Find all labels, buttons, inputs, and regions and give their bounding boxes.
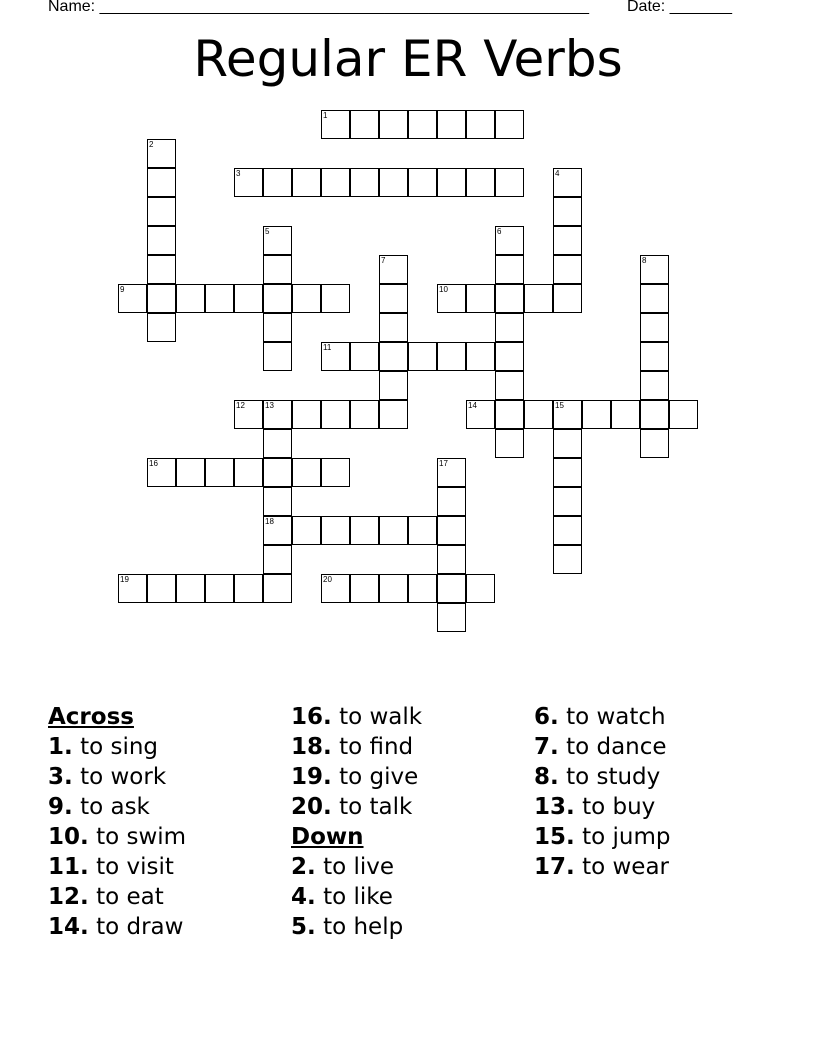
crossword-cell[interactable] (292, 284, 321, 313)
crossword-cell[interactable] (640, 284, 669, 313)
crossword-cell[interactable] (495, 429, 524, 458)
crossword-cell[interactable] (553, 545, 582, 574)
crossword-cell[interactable] (553, 487, 582, 516)
crossword-cell[interactable] (669, 400, 698, 429)
crossword-cell[interactable] (147, 226, 176, 255)
crossword-cell[interactable] (408, 342, 437, 371)
crossword-cell[interactable] (379, 255, 408, 284)
crossword-cell[interactable] (147, 197, 176, 226)
crossword-cell[interactable] (292, 516, 321, 545)
crossword-cell[interactable] (437, 284, 466, 313)
name-field-line[interactable]: Name: _______________________________________________________ (48, 0, 589, 15)
crossword-cell[interactable] (437, 110, 466, 139)
clue-text: to dance (566, 734, 667, 760)
crossword-cell[interactable] (263, 545, 292, 574)
cell-number: 7 (381, 256, 386, 265)
clue-number: 1 (48, 734, 65, 760)
crossword-cell[interactable] (379, 516, 408, 545)
clue-text: to find (339, 734, 414, 760)
crossword-cell[interactable] (553, 197, 582, 226)
clue-text: to walk (339, 704, 423, 730)
clue-number: 13 (534, 794, 567, 820)
crossword-cell[interactable] (321, 168, 350, 197)
crossword-cell[interactable] (321, 458, 350, 487)
crossword-cell[interactable] (495, 313, 524, 342)
cell-number: 19 (120, 575, 129, 584)
clue-down-7: 7. to dance (534, 734, 667, 760)
clue-text: to work (80, 764, 167, 790)
cell-number: 15 (555, 401, 564, 410)
clue-text: to eat (96, 884, 164, 910)
clue-number: 7 (534, 734, 551, 760)
crossword-cell[interactable] (379, 313, 408, 342)
clue-text: to sing (80, 734, 159, 760)
crossword-cell[interactable] (379, 168, 408, 197)
crossword-cell[interactable] (321, 342, 350, 371)
crossword-cell[interactable] (553, 516, 582, 545)
crossword-cell[interactable] (379, 400, 408, 429)
crossword-cell[interactable] (495, 342, 524, 371)
clue-number: 6 (534, 704, 551, 730)
crossword-cell[interactable] (582, 400, 611, 429)
crossword-cell[interactable] (640, 400, 669, 429)
crossword-cell[interactable] (408, 110, 437, 139)
crossword-cell[interactable] (495, 255, 524, 284)
crossword-cell[interactable] (321, 110, 350, 139)
crossword-cell[interactable] (234, 574, 263, 603)
crossword-cell[interactable] (263, 429, 292, 458)
clue-across-19: 19. to give (291, 764, 419, 790)
crossword-cell[interactable] (495, 284, 524, 313)
clue-text: to give (339, 764, 419, 790)
crossword-cell[interactable] (350, 574, 379, 603)
crossword-cell[interactable] (263, 313, 292, 342)
clue-across-12: 12. to eat (48, 884, 164, 910)
crossword-cell[interactable] (205, 284, 234, 313)
crossword-cell[interactable] (495, 400, 524, 429)
crossword-cell[interactable] (640, 342, 669, 371)
cell-number: 16 (149, 459, 158, 468)
clue-across-20: 20. to talk (291, 794, 413, 820)
crossword-cell[interactable] (205, 574, 234, 603)
crossword-cell[interactable] (553, 400, 582, 429)
cell-number: 18 (265, 517, 274, 526)
clue-across-18: 18. to find (291, 734, 414, 760)
cell-number: 3 (236, 169, 241, 178)
crossword-cell[interactable] (234, 458, 263, 487)
crossword-cell[interactable] (553, 168, 582, 197)
crossword-cell[interactable] (118, 574, 147, 603)
crossword-cell[interactable] (350, 400, 379, 429)
crossword-cell[interactable] (379, 371, 408, 400)
crossword-cell[interactable] (553, 226, 582, 255)
crossword-cell[interactable] (147, 168, 176, 197)
clue-down-15: 15. to jump (534, 824, 671, 850)
clue-down-13: 13. to buy (534, 794, 656, 820)
crossword-cell[interactable] (379, 574, 408, 603)
clue-text: to jump (582, 824, 671, 850)
crossword-cell[interactable] (437, 603, 466, 632)
crossword-cell[interactable] (466, 342, 495, 371)
clue-down-6: 6. to watch (534, 704, 666, 730)
crossword-cell[interactable] (263, 168, 292, 197)
crossword-cell[interactable] (263, 574, 292, 603)
crossword-cell[interactable] (350, 168, 379, 197)
crossword-cell[interactable] (524, 284, 553, 313)
clue-number: 14 (48, 914, 81, 940)
crossword-cell[interactable] (147, 139, 176, 168)
crossword-cell[interactable] (147, 255, 176, 284)
clue-number: 8 (534, 764, 551, 790)
crossword-cell[interactable] (350, 516, 379, 545)
clue-across-1: 1. to sing (48, 734, 159, 760)
crossword-cell[interactable] (321, 516, 350, 545)
crossword-cell[interactable] (495, 226, 524, 255)
clue-across-10: 10. to swim (48, 824, 187, 850)
crossword-cell[interactable] (640, 313, 669, 342)
clue-across-9: 9. to ask (48, 794, 150, 820)
cell-number: 5 (265, 227, 270, 236)
crossword-cell[interactable] (553, 429, 582, 458)
crossword-cell[interactable] (466, 284, 495, 313)
crossword-cell[interactable] (524, 400, 553, 429)
cell-number: 14 (468, 401, 477, 410)
cell-number: 6 (497, 227, 502, 236)
clue-number: 10 (48, 824, 81, 850)
crossword-cell[interactable] (263, 487, 292, 516)
cell-number: 13 (265, 401, 274, 410)
crossword-cell[interactable] (379, 342, 408, 371)
date-field-line[interactable]: Date: _______ (627, 0, 732, 15)
clue-text: to talk (339, 794, 413, 820)
crossword-cell[interactable] (292, 458, 321, 487)
crossword-cell[interactable] (321, 574, 350, 603)
crossword-cell[interactable] (408, 168, 437, 197)
cell-number: 1 (323, 111, 328, 120)
crossword-cell[interactable] (379, 284, 408, 313)
clue-text: to swim (96, 824, 187, 850)
crossword-cell[interactable] (205, 458, 234, 487)
clue-across-11: 11. to visit (48, 854, 174, 880)
clue-text: to study (566, 764, 661, 790)
clue-text: to watch (566, 704, 666, 730)
crossword-cell[interactable] (466, 574, 495, 603)
cell-number: 20 (323, 575, 332, 584)
crossword-cell[interactable] (147, 574, 176, 603)
clue-across-3: 3. to work (48, 764, 167, 790)
crossword-cell[interactable] (408, 574, 437, 603)
crossword-cell[interactable] (379, 110, 408, 139)
crossword-cell[interactable] (437, 516, 466, 545)
across-heading: Across (48, 704, 134, 730)
clue-text: to live (323, 854, 395, 880)
clue-number: 2 (291, 854, 308, 880)
crossword-cell[interactable] (292, 400, 321, 429)
crossword-cell[interactable] (234, 284, 263, 313)
cell-number: 10 (439, 285, 448, 294)
clue-number: 20 (291, 794, 324, 820)
clue-number: 17 (534, 854, 567, 880)
clue-down-8: 8. to study (534, 764, 661, 790)
crossword-cell[interactable] (176, 458, 205, 487)
crossword-cell[interactable] (640, 371, 669, 400)
clue-down-5: 5. to help (291, 914, 404, 940)
clue-across-16: 16. to walk (291, 704, 423, 730)
cell-number: 17 (439, 459, 448, 468)
cell-number: 12 (236, 401, 245, 410)
clue-column-2 (291, 702, 422, 942)
cell-number: 11 (323, 343, 332, 352)
clue-text: to wear (582, 854, 669, 880)
crossword-cell[interactable] (234, 168, 263, 197)
crossword-cell[interactable] (611, 400, 640, 429)
crossword-cell[interactable] (263, 226, 292, 255)
crossword-cell[interactable] (263, 342, 292, 371)
crossword-cell[interactable] (437, 545, 466, 574)
crossword-cell[interactable] (553, 284, 582, 313)
clue-down-17: 17. to wear (534, 854, 669, 880)
clue-text: to draw (96, 914, 184, 940)
crossword-cell[interactable] (437, 342, 466, 371)
clue-text: to help (323, 914, 404, 940)
crossword-cell[interactable] (234, 400, 263, 429)
crossword-cell[interactable] (350, 342, 379, 371)
crossword-cell[interactable] (437, 574, 466, 603)
crossword-cell[interactable] (466, 400, 495, 429)
crossword-cell[interactable] (263, 516, 292, 545)
crossword-cell[interactable] (640, 255, 669, 284)
crossword-cell[interactable] (350, 110, 379, 139)
clue-text: to ask (80, 794, 150, 820)
crossword-cell[interactable] (437, 487, 466, 516)
crossword-cell[interactable] (495, 168, 524, 197)
crossword-cell[interactable] (553, 255, 582, 284)
clue-across-14: 14. to draw (48, 914, 184, 940)
crossword-cell[interactable] (263, 400, 292, 429)
clue-number: 18 (291, 734, 324, 760)
clue-column-1 (48, 702, 186, 942)
crossword-cell[interactable] (176, 574, 205, 603)
cell-number: 2 (149, 140, 154, 149)
crossword-cell[interactable] (321, 284, 350, 313)
crossword-cell[interactable] (147, 284, 176, 313)
crossword-cell[interactable] (292, 168, 321, 197)
clue-number: 19 (291, 764, 324, 790)
crossword-cell[interactable] (553, 458, 582, 487)
clue-number: 15 (534, 824, 567, 850)
clue-text: to buy (582, 794, 656, 820)
crossword-cell[interactable] (408, 516, 437, 545)
clue-number: 16 (291, 704, 324, 730)
clue-text: to like (323, 884, 393, 910)
crossword-cell[interactable] (640, 429, 669, 458)
down-heading: Down (291, 824, 364, 850)
crossword-cell[interactable] (147, 313, 176, 342)
crossword-cell[interactable] (437, 458, 466, 487)
clue-down-4: 4. to like (291, 884, 393, 910)
clue-number: 9 (48, 794, 65, 820)
crossword-cell[interactable] (466, 168, 495, 197)
crossword-cell[interactable] (263, 284, 292, 313)
clue-number: 4 (291, 884, 308, 910)
page-title: Regular ER Verbs (193, 30, 623, 88)
crossword-cell[interactable] (118, 284, 147, 313)
clue-number: 3 (48, 764, 65, 790)
clue-number: 12 (48, 884, 81, 910)
cell-number: 9 (120, 285, 125, 294)
clue-text: to visit (96, 854, 174, 880)
crossword-cell[interactable] (495, 110, 524, 139)
cell-number: 8 (642, 256, 647, 265)
crossword-cell[interactable] (495, 371, 524, 400)
clue-number: 5 (291, 914, 308, 940)
crossword-cell[interactable] (437, 168, 466, 197)
crossword-cell[interactable] (176, 284, 205, 313)
crossword-cell[interactable] (466, 110, 495, 139)
cell-number: 4 (555, 169, 560, 178)
clue-column-3 (534, 702, 670, 882)
crossword-cell[interactable] (263, 255, 292, 284)
crossword-cell[interactable] (147, 458, 176, 487)
crossword-cell[interactable] (321, 400, 350, 429)
clue-down-2: 2. to live (291, 854, 395, 880)
clue-number: 11 (48, 854, 81, 880)
crossword-cell[interactable] (263, 458, 292, 487)
